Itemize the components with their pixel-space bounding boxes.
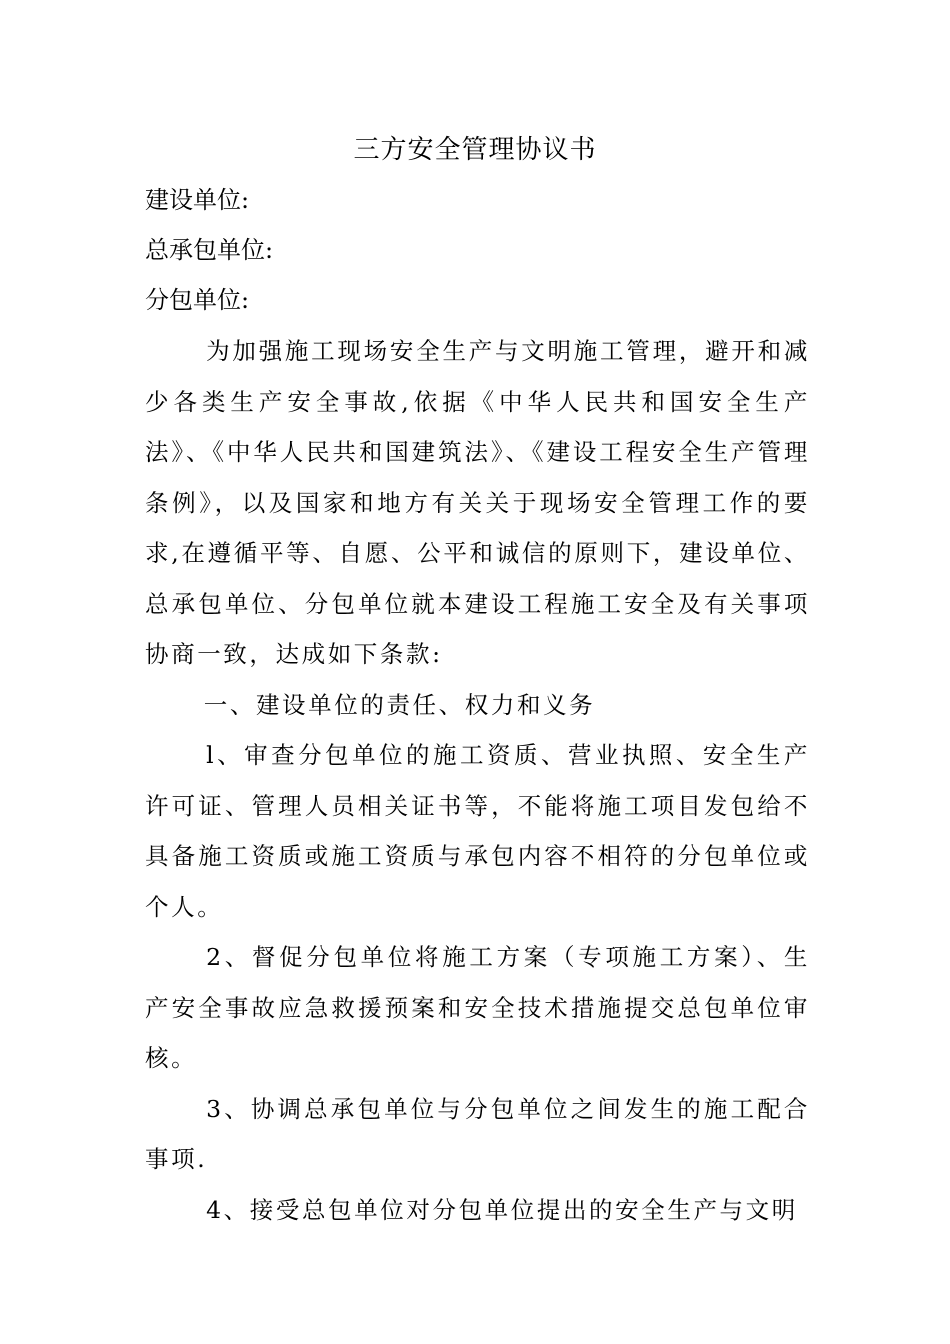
preamble-paragraph: 为加强施工现场安全生产与文明施工管理，避开和减少各类生产安全事故,依据《中华人民共和国安全生产法》、《中华人民共和国建筑法》、《建设工程安全生产管理条例》，以及国家和地方有关关于现场安全管理工作的要求,在遵循平等、自愿、公平和诚信的原则下，建设单位、总承包单位、分包单位就本建设工程施工安全及有关事项协商一致，达成如下条款:	[145, 337, 810, 668]
subcontractor-field-label: 分包单位:	[145, 286, 250, 314]
item-paragraph: 4、接受总包单位对分包单位提出的安全生产与文明	[206, 1195, 798, 1224]
item-paragraph: 3、协调总承包单位与分包单位之间发生的施工配合事项.	[145, 1094, 810, 1173]
document-title: 三方安全管理协议书	[353, 135, 597, 165]
item-paragraph: l、审查分包单位的施工资质、营业执照、安全生产许可证、管理人员相关证书等，不能将施工项目发包给不具备施工资质或施工资质与承包内容不相符的分包单位或个人。	[145, 741, 810, 921]
section-1-heading: 一、建设单位的责任、权力和义务	[203, 690, 596, 719]
owner-field-label: 建设单位:	[145, 186, 250, 214]
document-body	[145, 326, 810, 1235]
item-paragraph: 2、督促分包单位将施工方案（专项施工方案）、生产安全事故应急救援预案和安全技术措施提交总包单位审核。	[145, 943, 810, 1072]
general-contractor-field-label: 总承包单位:	[145, 236, 274, 264]
